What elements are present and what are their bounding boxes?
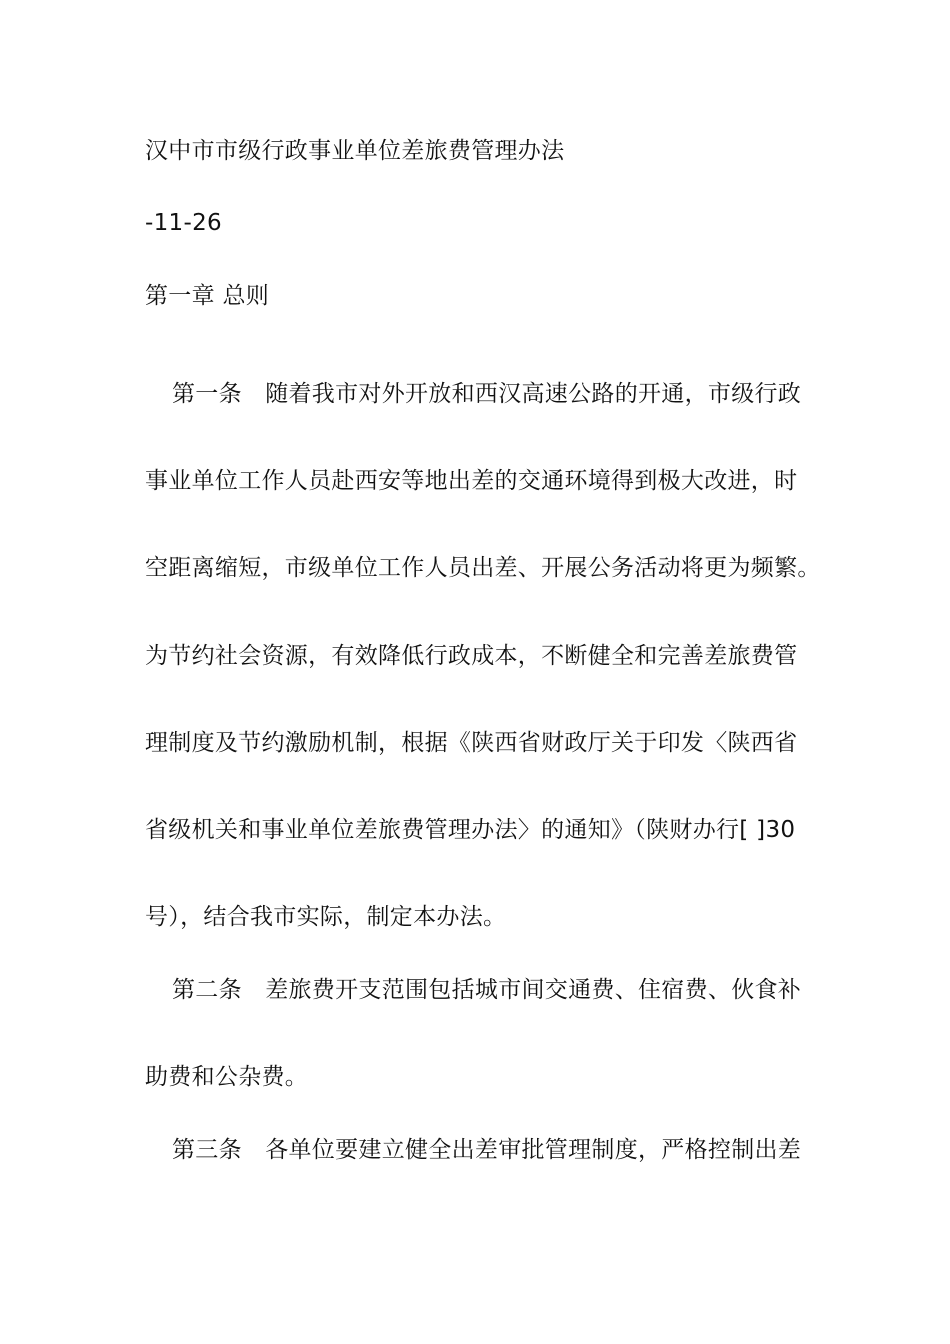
article-1-line-4: 为节约社会资源，有效降低行政成本，不断健全和完善差旅费管 — [145, 643, 798, 669]
article-1-line-2: 事业单位工作人员赴西安等地出差的交通环境得到极大改进，时 — [145, 468, 798, 494]
article-1-line-1: 第一条 随着我市对外开放和西汉高速公路的开通，市级行政 — [172, 381, 802, 407]
article-2-line-1: 第二条 差旅费开支范围包括城市间交通费、住宿费、伙食补 — [172, 977, 802, 1003]
document-title: 汉中市市级行政事业单位差旅费管理办法 — [145, 138, 565, 164]
article-1-line-5: 理制度及节约激励机制，根据《陕西省财政厅关于印发〈陕西省 — [145, 730, 798, 756]
article-1-line-7: 号），结合我市实际，制定本办法。 — [145, 904, 507, 930]
chapter-heading: 第一章 总则 — [145, 283, 270, 309]
article-3-line-1: 第三条 各单位要建立健全出差审批管理制度，严格控制出差 — [172, 1137, 802, 1163]
document-date: -11-26 — [145, 210, 222, 236]
article-2-line-2: 助费和公杂费。 — [145, 1064, 309, 1090]
article-1-line-3: 空距离缩短，市级单位工作人员出差、开展公务活动将更为频繁。 — [145, 555, 821, 581]
article-1-line-6: 省级机关和事业单位差旅费管理办法〉的通知》（陕财办行[ ]30 — [145, 817, 796, 843]
